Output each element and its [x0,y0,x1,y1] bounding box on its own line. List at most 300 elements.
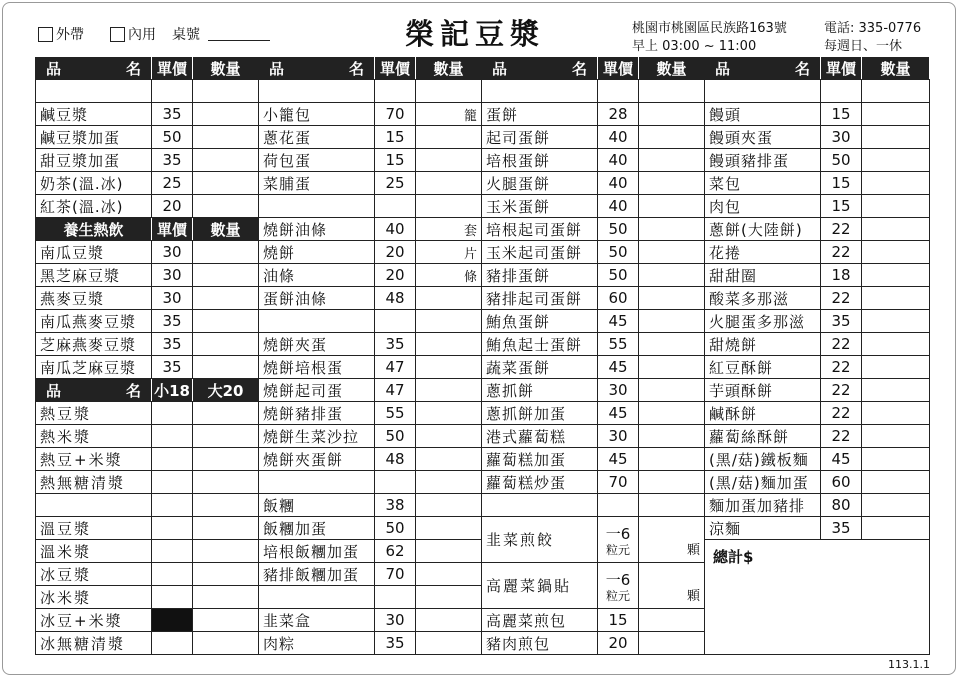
item-price: 47 [375,379,416,401]
menu-row [705,379,930,402]
quantity-field[interactable] [639,241,705,263]
item-price: 40 [598,149,639,171]
menu-row [259,563,482,586]
large-qty-field[interactable] [193,540,259,562]
menu-row [482,402,705,425]
item-price: 35 [821,517,862,539]
item-name: (黑/菇)麵加蛋 [705,471,821,493]
menu-row [259,126,482,149]
quantity-field[interactable] [639,563,705,608]
quantity-field[interactable] [416,632,482,654]
per-piece-price [598,563,639,608]
quantity-field[interactable] [639,333,705,355]
item-price: 30 [375,609,416,631]
menu-row [36,333,259,356]
quantity-field[interactable] [639,103,705,125]
quantity-field[interactable] [639,149,705,171]
item-price: 50 [598,264,639,286]
item-price: 50 [821,149,862,171]
quantity-field[interactable] [639,379,705,401]
item-name: 玉米蛋餅 [482,195,598,217]
small-qty-field[interactable] [152,540,193,562]
small-qty-field[interactable] [152,425,193,447]
menu-row [36,563,259,586]
quantity-field[interactable] [639,632,705,654]
large-qty-field[interactable] [193,517,259,539]
menu-row [36,425,259,448]
menu-row [482,609,705,632]
header-name-char-2: 名 [125,381,141,400]
quantity-field[interactable] [416,609,482,631]
quantity-field[interactable] [416,333,482,355]
quantity-field[interactable] [639,172,705,194]
item-name: 蛋餅 [482,103,598,125]
quantity-field[interactable] [416,494,482,516]
quantity-field[interactable] [416,356,482,378]
item-price: 50 [375,425,416,447]
quantity-field[interactable] [639,609,705,631]
quantity-field[interactable] [416,172,482,194]
header-qty: 數量 [193,57,259,79]
item-name: 荷包蛋 [259,149,375,171]
item-price: 40 [375,218,416,240]
item-name [482,494,598,516]
quantity-field[interactable] [193,287,259,309]
quantity-field[interactable] [639,310,705,332]
quantity-field[interactable] [416,425,482,447]
quantity-field[interactable] [193,80,259,102]
item-name [259,80,375,102]
menu-row [259,632,482,655]
item-price: 15 [821,195,862,217]
item-name: 起司蛋餅 [482,126,598,148]
quantity-field[interactable] [416,517,482,539]
item-name: 芋頭酥餅 [705,379,821,401]
quantity-field[interactable] [416,310,482,332]
header-qty: 數量 [193,218,259,240]
item-price: 70 [598,471,639,493]
item-name: 甜豆漿加蛋 [36,149,152,171]
item-price: 50 [152,126,193,148]
quantity-field[interactable] [862,80,930,102]
menu-row [482,218,705,241]
item-name: 玉米起司蛋餅 [482,241,598,263]
price-line-1: 一6 [605,524,631,543]
quantity-field[interactable] [416,149,482,171]
item-name: 飯糰加蛋 [259,517,375,539]
header-name-char-2: 名 [794,59,810,78]
quantity-field[interactable] [862,356,930,378]
item-name: 蘿蔔絲酥餅 [705,425,821,447]
small-qty-field[interactable] [152,586,193,608]
menu-row [482,494,705,517]
menu-row [482,425,705,448]
quantity-field[interactable] [193,241,259,263]
quantity-field[interactable] [416,218,482,240]
quantity-field[interactable] [416,264,482,286]
takeout-label: 外帶 [56,27,84,43]
item-name: 高麗菜煎包 [482,609,598,631]
quantity-field[interactable] [416,540,482,562]
price-line-1: 一6 [605,570,631,589]
large-qty-field[interactable] [193,402,259,424]
quantity-field[interactable] [639,356,705,378]
menu-column-2 [258,57,482,655]
quantity-field[interactable] [416,471,482,493]
item-name: 豬排飯糰加蛋 [259,563,375,585]
item-name: 燒餅 [259,241,375,263]
small-qty-field[interactable] [152,517,193,539]
item-price: 20 [375,264,416,286]
menu-row-per-piece [482,563,705,609]
item-price: 70 [375,563,416,585]
menu-row [482,356,705,379]
quantity-field[interactable] [639,126,705,148]
quantity-field[interactable] [416,195,482,217]
small-qty-field[interactable] [152,632,193,654]
menu-row [705,448,930,471]
large-qty-field[interactable] [193,448,259,470]
menu-row [259,425,482,448]
menu-row [36,517,259,540]
item-name: 蔬菜蛋餅 [482,356,598,378]
item-price: 48 [375,287,416,309]
quantity-field[interactable] [862,448,930,470]
item-price: 38 [375,494,416,516]
item-price: 25 [375,172,416,194]
quantity-field[interactable] [416,287,482,309]
business-hours: 早上 03:00 ~ 11:00 [632,39,757,54]
item-price: 35 [375,632,416,654]
small-qty-field[interactable] [152,471,193,493]
item-price: 28 [598,103,639,125]
menu-row [259,264,482,287]
menu-row [259,310,482,333]
item-price: 55 [598,333,639,355]
item-name: 奶茶(溫.冰) [36,172,152,194]
quantity-field[interactable] [193,172,259,194]
menu-row [36,540,259,563]
menu-row [36,448,259,471]
quantity-field[interactable] [639,218,705,240]
menu-row [259,218,482,241]
quantity-field[interactable] [416,563,482,585]
quantity-field[interactable] [862,333,930,355]
menu-row [259,103,482,126]
menu-row [36,264,259,287]
header-name-char-1: 品 [46,381,62,400]
phone: 電話: 335-0776 [824,21,922,36]
item-name [482,80,598,102]
header-name [482,57,598,79]
quantity-field[interactable] [862,287,930,309]
menu-row [36,494,259,517]
menu-row [482,149,705,172]
small-qty-field[interactable] [152,448,193,470]
quantity-field[interactable] [416,448,482,470]
quantity-field[interactable] [862,494,930,516]
header-name-char-1: 品 [46,59,62,78]
quantity-field[interactable] [862,310,930,332]
menu-row [705,218,930,241]
menu-row [36,172,259,195]
closed-days: 每週日、一休 [824,39,903,54]
address: 桃園市桃園區民族路163號 [632,21,787,36]
item-name: 饅頭 [705,103,821,125]
item-name: 蘿蔔糕炒蛋 [482,471,598,493]
small-qty-field[interactable] [152,609,193,631]
menu-row [259,195,482,218]
per-piece-price [598,517,639,562]
item-price: 18 [821,264,862,286]
quantity-field[interactable] [862,379,930,401]
header-qty: 數量 [416,57,482,79]
small-qty-field[interactable] [152,402,193,424]
quantity-field[interactable] [193,310,259,332]
item-price: 20 [152,195,193,217]
menu-row [705,80,930,103]
item-name: 港式蘿蔔糕 [482,425,598,447]
menu-row [705,425,930,448]
total-field[interactable] [705,540,930,655]
menu-row [482,310,705,333]
menu-row [705,103,930,126]
item-name: 蔥餅(大陸餅) [705,218,821,240]
quantity-field[interactable] [639,80,705,102]
item-price: 25 [152,172,193,194]
menu-row [705,241,930,264]
quantity-field[interactable] [416,379,482,401]
quantity-field[interactable] [639,195,705,217]
size-small-price: 小18 [152,379,193,401]
dine-in-option[interactable] [110,24,156,44]
item-name: 菜脯蛋 [259,172,375,194]
large-qty-field[interactable] [193,494,259,516]
item-name: 麵加蛋加豬排 [705,494,821,516]
quantity-field[interactable] [639,264,705,286]
item-price: 45 [598,356,639,378]
item-name: 燒餅豬排蛋 [259,402,375,424]
item-price: 20 [375,241,416,263]
header-name [36,379,152,401]
item-price: 22 [821,287,862,309]
large-qty-field[interactable] [193,563,259,585]
item-name: 燒餅油條 [259,218,375,240]
quantity-field[interactable] [416,103,482,125]
menu-row [36,287,259,310]
item-price: 45 [598,310,639,332]
quantity-field[interactable] [193,195,259,217]
item-name: 熱米漿 [36,425,152,447]
item-price: 60 [598,287,639,309]
menu-row [36,241,259,264]
header-name-char-1: 品 [715,59,731,78]
item-price: 35 [821,310,862,332]
quantity-field[interactable] [416,402,482,424]
item-name: 鹹豆漿 [36,103,152,125]
version-code: 113.1.1 [888,658,930,671]
item-price: 35 [152,149,193,171]
menu-row [482,448,705,471]
menu-row [259,333,482,356]
large-qty-field[interactable] [193,586,259,608]
checkbox-icon[interactable] [38,27,53,42]
menu-row [705,310,930,333]
quantity-field[interactable] [862,425,930,447]
item-price: 30 [152,264,193,286]
section-header-health-drinks [36,218,259,241]
small-qty-field[interactable] [152,494,193,516]
menu-column-3 [481,57,705,655]
item-price [152,80,193,102]
large-qty-field[interactable] [193,609,259,631]
header-qty: 數量 [862,57,930,79]
item-price: 22 [821,402,862,424]
item-price [375,586,416,608]
item-name: 燒餅夾蛋 [259,333,375,355]
header-price: 單價 [598,57,639,79]
menu-row [259,402,482,425]
item-price: 45 [598,448,639,470]
quantity-field[interactable] [862,218,930,240]
item-name: 燒餅夾蛋餅 [259,448,375,470]
item-name: 鮪魚起士蛋餅 [482,333,598,355]
unit-label: 籠 [463,108,477,124]
header-qty: 數量 [639,57,705,79]
quantity-field[interactable] [639,287,705,309]
quantity-field[interactable] [862,172,930,194]
header-name-char-2: 名 [348,59,364,78]
price-line-2: 粒元 [605,588,630,603]
item-name: 燒餅起司蛋 [259,379,375,401]
quantity-field[interactable] [193,126,259,148]
item-name: 鹹豆漿加蛋 [36,126,152,148]
menu-row [259,494,482,517]
header-name-char-1: 品 [269,59,285,78]
menu-row [705,195,930,218]
quantity-field[interactable] [862,195,930,217]
unit-label: 顆 [686,589,700,604]
table-number-label: 桌號 [172,27,200,43]
item-price [598,494,639,516]
menu-row [482,241,705,264]
quantity-field[interactable] [193,356,259,378]
quantity-field[interactable] [416,126,482,148]
quantity-field[interactable] [416,241,482,263]
quantity-field[interactable] [193,103,259,125]
item-price: 30 [598,379,639,401]
item-price: 35 [152,310,193,332]
item-name: 熱豆漿 [36,402,152,424]
menu-row [36,126,259,149]
large-qty-field[interactable] [193,425,259,447]
small-qty-field[interactable] [152,563,193,585]
item-name: 肉粽 [259,632,375,654]
header-name-char-1: 品 [492,59,508,78]
item-name: 南瓜豆漿 [36,241,152,263]
item-name: 培根飯糰加蛋 [259,540,375,562]
quantity-field[interactable] [639,448,705,470]
quantity-field[interactable] [862,241,930,263]
item-name: 熱豆+米漿 [36,448,152,470]
quantity-field[interactable] [639,471,705,493]
item-name: 饅頭夾蛋 [705,126,821,148]
item-name: 高麗菜鍋貼 [482,563,598,608]
item-price [598,80,639,102]
quantity-field[interactable] [862,517,930,539]
header-name [259,57,375,79]
menu-row [259,609,482,632]
quantity-field[interactable] [862,126,930,148]
quantity-field[interactable] [639,494,705,516]
quantity-field[interactable] [639,425,705,447]
item-name: 溫豆漿 [36,517,152,539]
header-name-char-2: 名 [571,59,587,78]
menu-row [482,172,705,195]
menu-row [705,402,930,425]
quantity-field[interactable] [193,149,259,171]
item-name: 飯糰 [259,494,375,516]
menu-row [482,333,705,356]
item-price [375,195,416,217]
item-price: 15 [375,126,416,148]
quantity-field[interactable] [639,402,705,424]
item-price: 60 [821,471,862,493]
item-price: 15 [821,172,862,194]
item-name: 饅頭豬排蛋 [705,149,821,171]
menu-row [705,356,930,379]
quantity-field[interactable] [862,103,930,125]
unit-label: 條 [463,269,477,285]
menu-row [36,609,259,632]
header-name-char-2: 名 [125,59,141,78]
header-name [705,57,821,79]
item-price [375,471,416,493]
item-price: 48 [375,448,416,470]
quantity-field[interactable] [193,333,259,355]
menu-row [705,333,930,356]
menu-row [482,195,705,218]
item-price: 30 [152,241,193,263]
menu-row [482,379,705,402]
checkbox-icon[interactable] [110,27,125,42]
quantity-field[interactable] [862,402,930,424]
menu-row [36,80,259,103]
item-name: 甜甜圈 [705,264,821,286]
menu-row [259,379,482,402]
menu-column-1 [35,57,259,655]
quantity-field[interactable] [862,471,930,493]
quantity-field[interactable] [416,586,482,608]
takeout-option[interactable] [38,24,84,44]
large-qty-field[interactable] [193,632,259,654]
quantity-field[interactable] [862,149,930,171]
item-price: 70 [375,103,416,125]
item-name: 甜燒餅 [705,333,821,355]
menu-row [705,172,930,195]
quantity-field[interactable] [862,264,930,286]
item-name: 南瓜芝麻豆漿 [36,356,152,378]
item-name: 蔥花蛋 [259,126,375,148]
item-price: 40 [598,172,639,194]
quantity-field[interactable] [416,80,482,102]
quantity-field[interactable] [639,517,705,562]
menu-row [36,103,259,126]
item-name: 菜包 [705,172,821,194]
quantity-field[interactable] [193,264,259,286]
table-number-field[interactable] [208,40,270,41]
large-qty-field[interactable] [193,471,259,493]
